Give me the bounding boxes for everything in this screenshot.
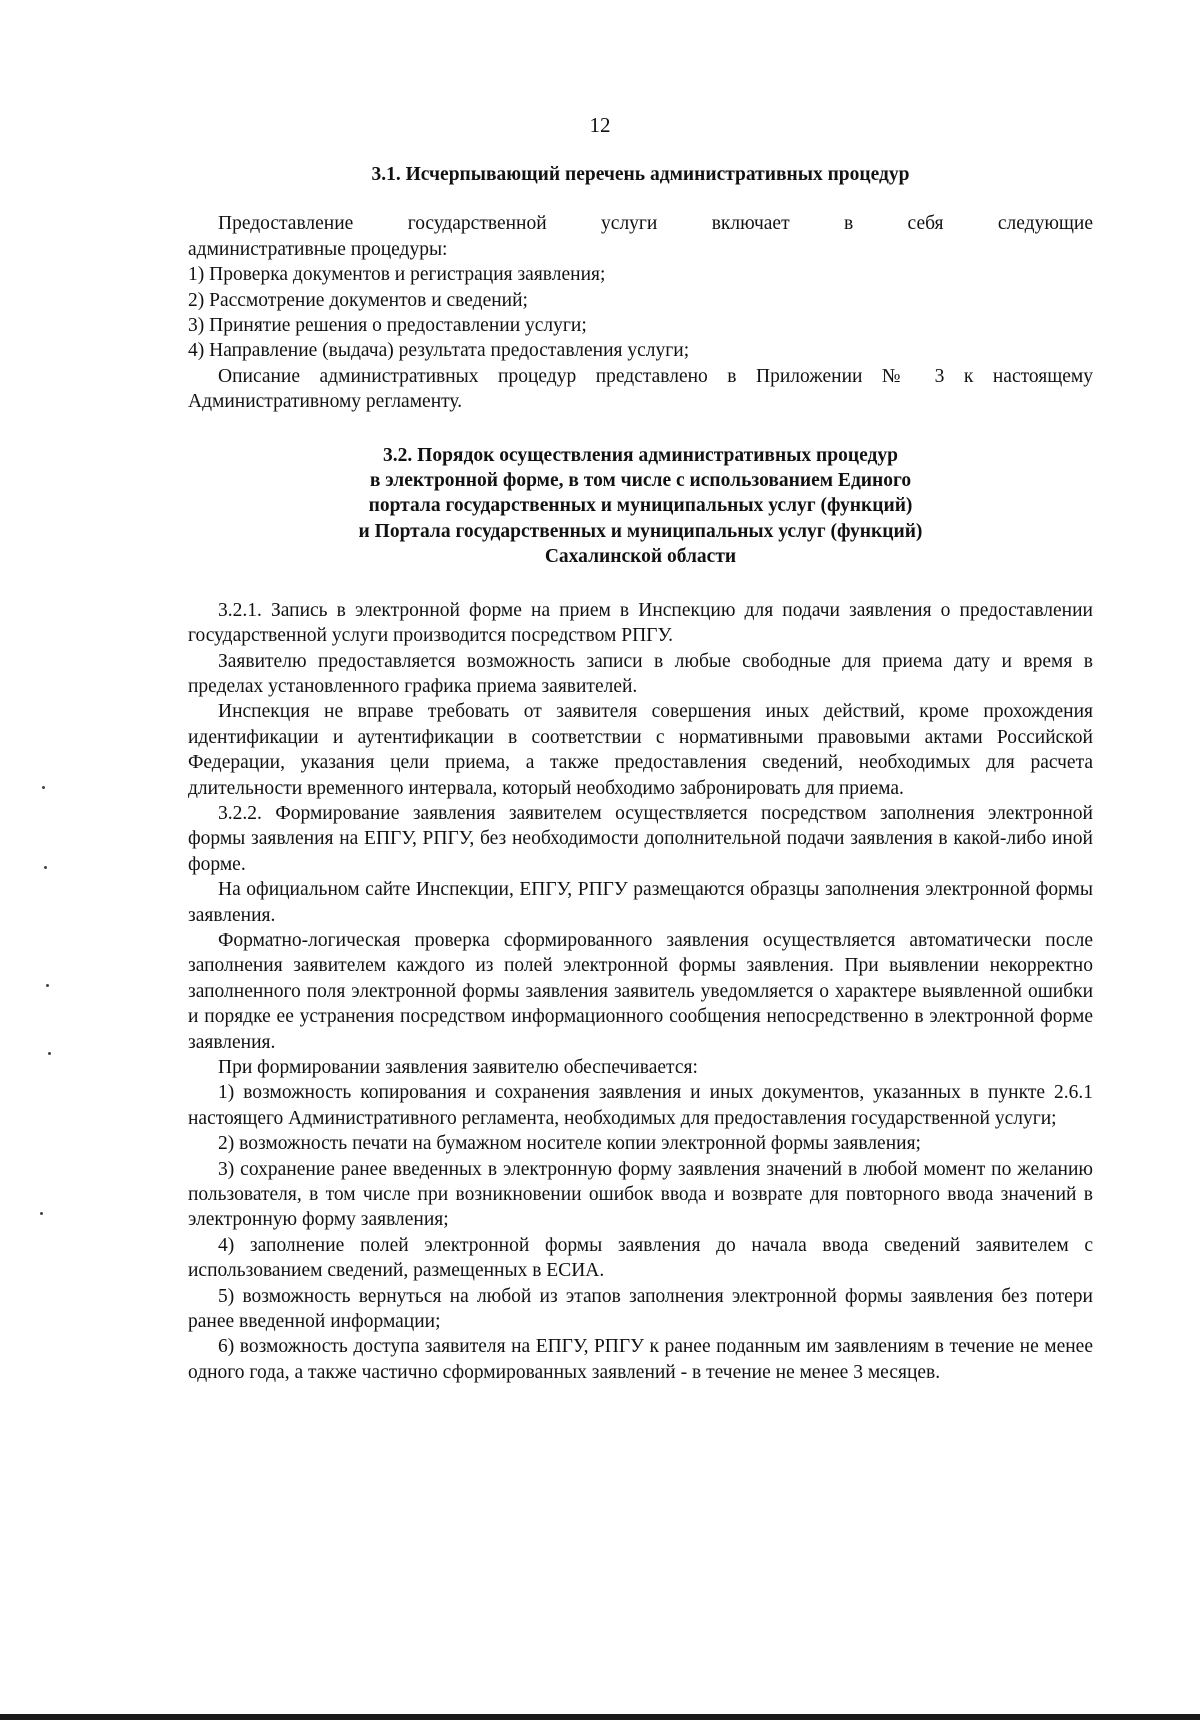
paragraph-sample-forms: На официальном сайте Инспекции, ЕПГУ, РПГУ размещаются образцы заполнения электронной формы заявления. <box>188 879 1093 926</box>
paragraph-provisions-intro: При формировании заявления заявителю обеспечивается: <box>218 1057 698 1078</box>
provision-item-6: 6) возможность доступа заявителя на ЕПГУ, РПГУ к ранее поданным им заявлениям в течение не менее одного года, а также частично сформированных заявлений - в течение не менее 3 месяцев. <box>188 1336 1093 1383</box>
paragraph-3-2-1: 3.2.1. Запись в электронной форме на прием в Инспекцию для подачи заявления о предоставлении государственной услуги производится посредством РПГУ. <box>188 599 1093 647</box>
section-3-1-description: Описание административных процедур представлено в Приложении № 3 к настоящему Административному регламенту. <box>188 365 1093 413</box>
page-number: 12 <box>589 113 611 137</box>
section-3-1-intro-line1: Предоставление государственной услуги включает в себя следующие <box>218 213 1093 235</box>
section-3-2-title-line-3: портала государственных и муниципальных услуг (функций) <box>368 495 913 517</box>
section-3-1-title: 3.1. Исчерпывающий перечень административных процедур <box>371 164 910 185</box>
scan-speck <box>44 866 47 869</box>
scan-speck <box>42 786 45 789</box>
paragraph-inspection-restrictions: Инспекция не вправе требовать от заявителя совершения иных действий, кроме прохождения идентификации и аутентификации в соответствии с нормативными правовыми актами Российской Федерации, указания цели приема, а также предоставления сведений, необходимых для расчета длительности временного интервала, который необходимо забронировать для приема. <box>188 701 1093 799</box>
provision-item-2: 2) возможность печати на бумажном носителе копии электронной формы заявления; <box>218 1133 921 1155</box>
provision-item-3: 3) сохранение ранее введенных в электронную форму заявления значений в любой момент по желанию пользователя, в том числе при возникновении ошибок ввода и возврате для повторного ввода значений в электронную форму заявления; <box>188 1158 1093 1231</box>
provision-item-4: 4) заполнение полей электронной формы заявления до начала ввода сведений заявителем с использованием сведений, размещенных в ЕСИА. <box>188 1234 1093 1282</box>
scan-speck <box>46 984 49 987</box>
procedure-item-3: 3) Принятие решения о предоставлении услуги; <box>188 315 587 337</box>
paragraph-format-check: Форматно-логическая проверка сформированного заявления осуществляется автоматически после заполнения заявителем каждого из полей электронной формы заявления. При выявлении некорректно заполненного поля электронной формы заявления заявитель уведомляется о характере выявленной ошибки и порядке ее устранения посредством информационного сообщения непосредственно в электронной форме заявления. <box>188 929 1093 1053</box>
document-body <box>188 162 1093 1385</box>
paragraph-appointment-time: Заявителю предоставляется возможность записи в любые свободные для приема дату и время в пределах установленного графика приема заявителей. <box>188 650 1093 697</box>
scan-speck <box>40 1212 43 1215</box>
section-3-2-title-line-4: и Портала государственных и муниципальных услуг (функций) <box>358 520 923 542</box>
procedure-item-4: 4) Направление (выдача) результата предоставления услуги; <box>188 340 690 362</box>
section-3-2-title-line-2: в электронной форме, в том числе с использованием Единого <box>369 470 912 492</box>
section-3-2-title-line-1: 3.2. Порядок осуществления административных процедур <box>383 444 898 466</box>
paragraph-3-2-2: 3.2.2. Формирование заявления заявителем осуществляется посредством заполнения электронной формы заявления на ЕПГУ, РПГУ, без необходимости дополнительной подачи заявления в какой-либо иной форме. <box>188 802 1093 875</box>
section-3-2-title-line-5: Сахалинской области <box>544 546 737 568</box>
scan-speck <box>48 1052 51 1055</box>
procedure-item-2: 2) Рассмотрение документов и сведений; <box>188 289 528 311</box>
section-3-2-title <box>188 443 1093 570</box>
scan-edge <box>0 1714 1200 1720</box>
procedure-item-1: 1) Проверка документов и регистрация заявления; <box>188 264 606 286</box>
provision-item-1: 1) возможность копирования и сохранения заявления и иных документов, указанных в пункте 2.6.1 настоящего Административного регламента, необходимых для предоставления государственной услуги; <box>188 1082 1093 1129</box>
section-3-1-intro-line2: административные процедуры: <box>188 238 448 260</box>
provision-item-5: 5) возможность вернуться на любой из этапов заполнения электронной формы заявления без потери ранее введенной информации; <box>188 1285 1093 1333</box>
